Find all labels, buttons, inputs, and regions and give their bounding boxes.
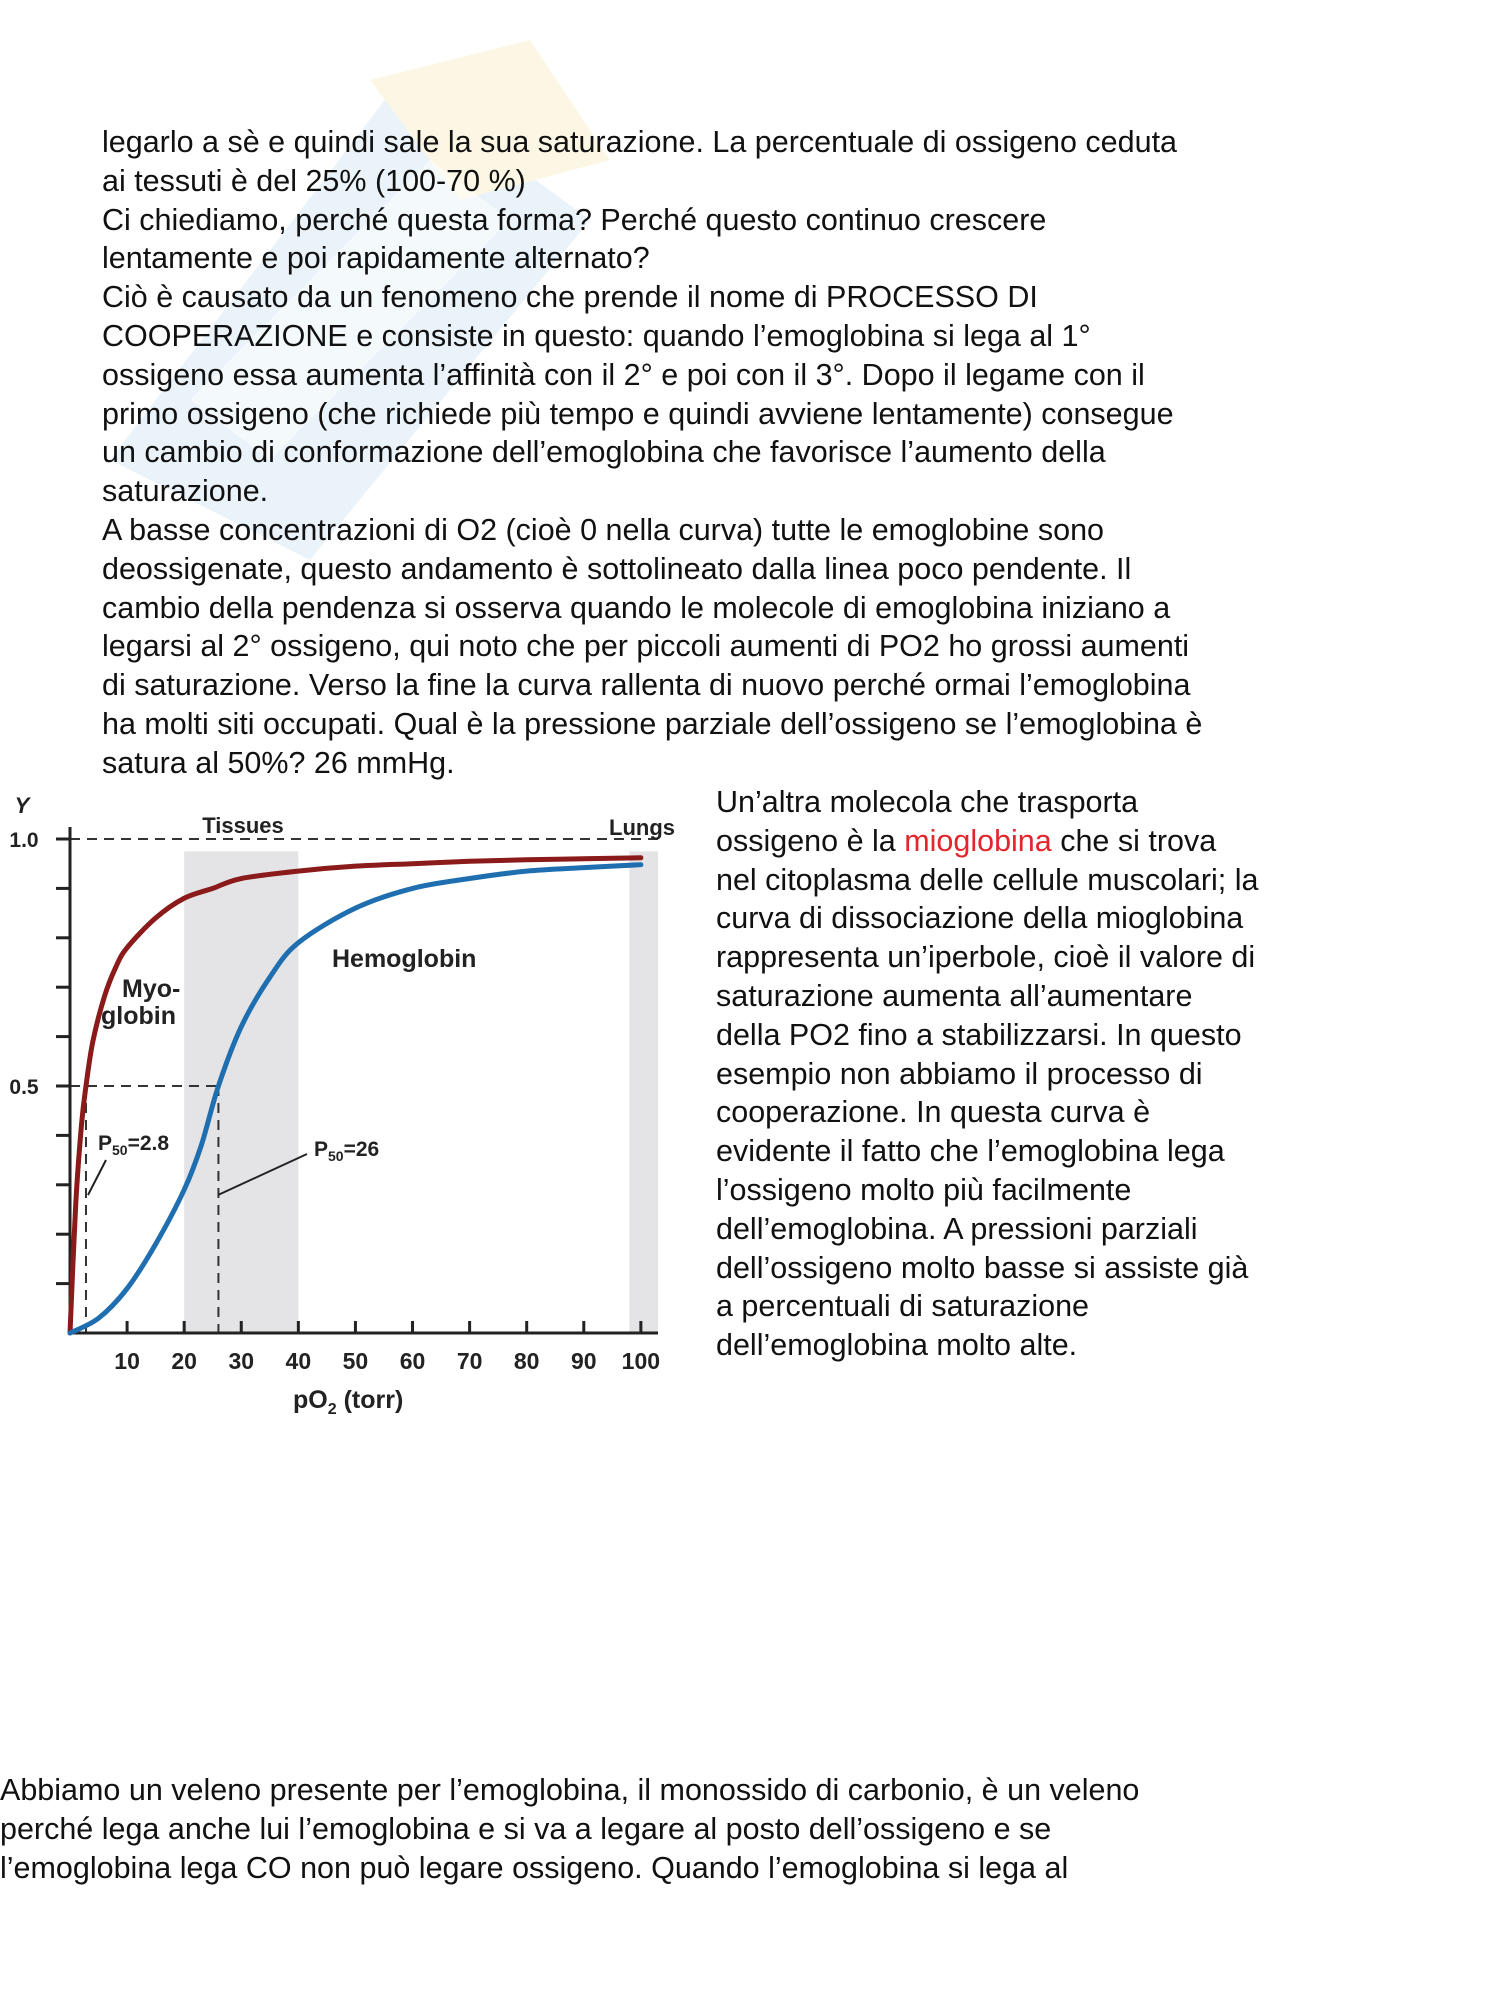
text-fragment: che si trova	[1051, 823, 1217, 858]
x-tick-label: 20	[171, 1348, 197, 1374]
annotation-subscript: 50	[112, 1142, 128, 1158]
text-line: Abbiamo un veleno presente per l’emoglobina, il monossido di carbonio, è un veleno	[0, 1773, 1140, 1807]
x-tick-label: 70	[456, 1348, 483, 1374]
text-line: cooperazione. In questa curva è	[716, 1095, 1151, 1130]
x-tick-label: 100	[621, 1348, 661, 1374]
y-axis-title: Y	[14, 793, 30, 818]
text-line: un cambio di conformazione dell’emoglobina che favorisce l’aumento della	[102, 435, 1106, 470]
text-line: della PO2 fino a stabilizzarsi. In questo	[716, 1017, 1242, 1052]
region-label-tissues: Tissues	[202, 813, 284, 838]
text-line: primo ossigeno (che richiede più tempo e quindi avviene lentamente) consegue	[102, 396, 1174, 431]
text-line: a percentuali di saturazione	[716, 1289, 1090, 1324]
text-line: legarsi al 2° ossigeno, qui noto che per piccoli aumenti di PO2 ho grossi aumenti	[102, 629, 1190, 664]
text-line: cambio della pendenza si osserva quando le molecole di emoglobina iniziano a	[102, 590, 1171, 625]
series-label-myoglobin-line1: Myo-	[122, 975, 181, 1003]
series-label-myoglobin-line2: globin	[101, 1002, 176, 1030]
curve-hemoglobin	[70, 865, 641, 1333]
x-tick-label: 60	[399, 1348, 426, 1374]
y-tick-label: 1.0	[9, 829, 39, 852]
text-line	[716, 822, 1346, 861]
y-tick-label: 0.5	[9, 1076, 39, 1099]
region-lungs	[629, 851, 658, 1333]
x-tick-label: 10	[114, 1348, 140, 1374]
text-line: Ciò è causato da un fenomeno che prende il nome di PROCESSO DI	[102, 280, 1038, 315]
text-line: saturazione.	[102, 474, 269, 509]
x-tick-label: 80	[513, 1348, 540, 1374]
chart-axes	[9, 827, 660, 1374]
text-line: dell’emoglobina molto alte.	[716, 1328, 1078, 1363]
text-line: saturazione aumenta all’aumentare	[716, 978, 1193, 1013]
text-line: ossigeno essa aumenta l’affinità con il 2° e poi con il 3°. Dopo il legame con il	[102, 357, 1145, 392]
text-line: deossigenate, questo andamento è sottolineato dalla linea poco pendente. Il	[102, 551, 1132, 586]
x-axis-title	[293, 1386, 403, 1418]
text-line: esempio non abbiamo il processo di	[716, 1056, 1203, 1091]
text-line: dell’ossigeno molto basse si assiste già	[716, 1250, 1249, 1285]
chart-labels	[15, 793, 675, 1418]
text-line: di saturazione. Verso la fine la curva rallenta di nuovo perché ormai l’emoglobina	[102, 668, 1191, 703]
annotation-p50-myoglobin	[98, 1132, 169, 1158]
text-line: ai tessuti è del 25% (100-70 %)	[102, 163, 526, 198]
text-line: Ci chiediamo, perché questa forma? Perché questo continuo crescere	[102, 202, 1047, 237]
text-line: l’emoglobina lega CO non può legare ossigeno. Quando l’emoglobina si lega al	[0, 1850, 1069, 1885]
x-tick-label: 50	[342, 1348, 369, 1374]
curve-myoglobin	[70, 858, 641, 1333]
text-line: satura al 50%? 26 mmHg.	[102, 745, 455, 780]
text-line: evidente il fatto che l’emoglobina lega	[716, 1134, 1225, 1169]
series-label-hemoglobin: Hemoglobin	[332, 945, 477, 973]
annotation-suffix: =26	[343, 1138, 380, 1161]
text-line: nel citoplasma delle cellule muscolari; la	[716, 862, 1259, 897]
text-line: A basse concentrazioni di O2 (cioè 0 nella curva) tutte le emoglobine sono	[102, 512, 1105, 547]
text-line: lentamente e poi rapidamente alternato?	[102, 241, 650, 276]
x-axis-title-main: pO	[293, 1386, 328, 1414]
x-tick-label: 40	[285, 1348, 312, 1374]
annotation-suffix: =2.8	[127, 1132, 170, 1155]
shaded-regions	[184, 851, 658, 1333]
text-line: legarlo a sè e quindi sale la sua saturazione. La percentuale di ossigeno ceduta	[102, 125, 1178, 159]
paragraph-bottom	[0, 1771, 1300, 1887]
text-line: perché lega anche lui l’emoglobina e si va a legare al posto dell’ossigeno e se	[0, 1811, 1052, 1846]
text-line: rappresenta un’iperbole, cioè il valore di	[716, 940, 1256, 975]
paragraph-right	[716, 783, 1346, 1365]
paragraph-top	[102, 123, 1342, 783]
oxygen-dissociation-chart	[0, 790, 690, 1430]
text-line: COOPERAZIONE e consiste in questo: quando l’emoglobina si lega al 1°	[102, 318, 1091, 353]
x-axis-title-unit: (torr)	[336, 1386, 404, 1414]
text-line: curva di dissociazione della mioglobina	[716, 901, 1244, 936]
annotation-prefix: P	[98, 1132, 113, 1155]
text-line: ha molti siti occupati. Qual è la pressione parziale dell’ossigeno se l’emoglobina è	[102, 706, 1203, 741]
text-line: l’ossigeno molto più facilmente	[716, 1172, 1132, 1207]
region-label-lungs: Lungs	[609, 815, 675, 840]
annotation-prefix: P	[314, 1138, 329, 1161]
x-tick-label: 90	[570, 1348, 597, 1374]
x-axis-title-sub: 2	[327, 1401, 337, 1418]
annotation-pointer-myoglobin	[88, 1160, 106, 1195]
text-line: dell’emoglobina. A pressioni parziali	[716, 1211, 1198, 1246]
chart-curves	[70, 858, 641, 1333]
region-tissues	[184, 851, 298, 1333]
text-line: Un’altra molecola che trasporta	[716, 785, 1139, 819]
annotation-p50-hemoglobin	[314, 1138, 379, 1164]
text-fragment: ossigeno è la	[716, 823, 905, 858]
x-tick-label: 30	[228, 1348, 255, 1374]
annotation-subscript: 50	[328, 1148, 344, 1164]
highlight-mioglobina: mioglobina	[904, 823, 1052, 858]
